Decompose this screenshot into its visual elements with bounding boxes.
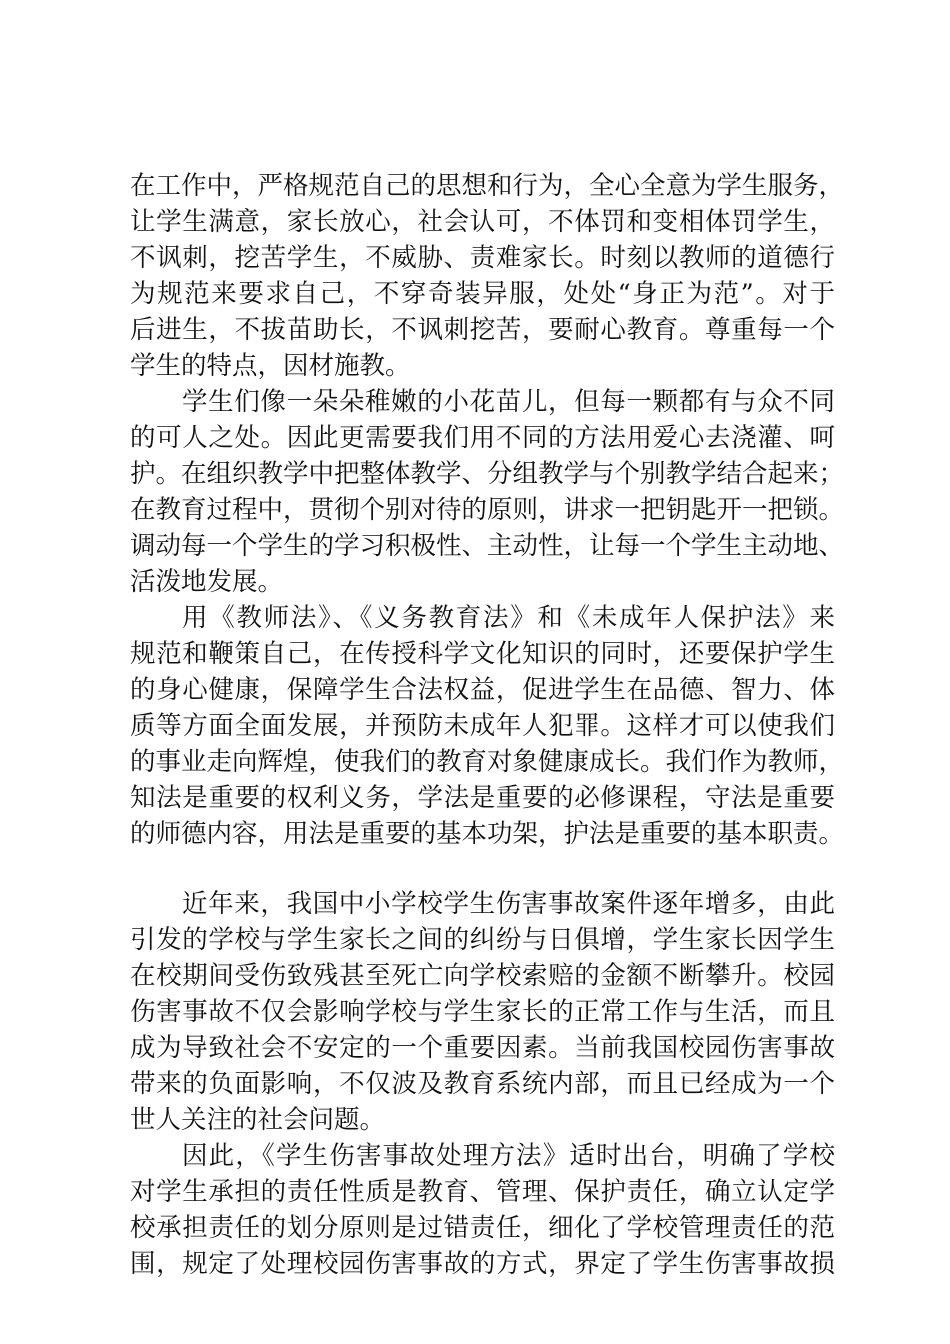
text-line: 校承担责任的划分原则是过错责任，细化了学校管理责任的范 [130, 1213, 835, 1243]
text-line: 为规范来要求自己，不穿奇装异服，处处“身正为范”。对于 [130, 279, 835, 309]
text-line: 的师德内容，用法是重要的基本功架，护法是重要的基本职责。 [130, 819, 845, 849]
text-line: 世人关注的社会问题。 [130, 1105, 386, 1135]
text-line: 带来的负面影响，不仅波及教育系统内部，而且已经成为一个 [130, 1069, 835, 1099]
text-line: 规范和鞭策自己，在传授科学文化知识的同时，还要保护学生 [130, 639, 835, 669]
text-line: 引发的学校与学生家长之间的纠纷与日俱增，学生家长因学生 [130, 925, 835, 955]
text-line: 调动每一个学生的学习积极性、主动性，让每一个学生主动地、 [130, 531, 845, 561]
text-line: 知法是重要的权利义务，学法是重要的必修课程，守法是重要 [130, 783, 835, 813]
text-line: 围，规定了处理校园伤害事故的方式，界定了学生伤害事故损 [130, 1249, 835, 1279]
text-line: 成为导致社会不安定的一个重要因素。当前我国校园伤害事故 [130, 1033, 835, 1063]
text-line: 让学生满意，家长放心，社会认可，不体罚和变相体罚学生， [130, 207, 835, 237]
text-line: 学生们像一朵朵稚嫩的小花苗儿，但每一颗都有与众不同 [182, 387, 835, 417]
text-line: 在校期间受伤致残甚至死亡向学校索赔的金额不断攀升。校园 [130, 961, 835, 991]
text-line: 在教育过程中，贯彻个别对待的原则，讲求一把钥匙开一把锁。 [130, 495, 845, 525]
text-line: 质等方面全面发展，并预防未成年人犯罪。这样才可以使我们 [130, 711, 835, 741]
text-line: 学生的特点，因材施教。 [130, 351, 411, 381]
text-line: 在工作中，严格规范自己的思想和行为，全心全意为学生服务， [130, 171, 845, 201]
text-line: 护。在组织教学中把整体教学、分组教学与个别教学结合起来； [130, 459, 845, 489]
text-line: 用《教师法》、《义务教育法》和《未成年人保护法》来 [182, 603, 835, 633]
text-line: 的事业走向辉煌，使我们的教育对象健康成长。我们作为教师， [130, 747, 845, 777]
text-line: 活泼地发展。 [130, 567, 284, 597]
text-line: 的身心健康，保障学生合法权益，促进学生在品德、智力、体 [130, 675, 835, 705]
text-line: 后进生，不拔苗助长，不讽刺挖苦，要耐心教育。尊重每一个 [130, 315, 835, 345]
text-line: 近年来，我国中小学校学生伤害事故案件逐年增多，由此 [182, 889, 835, 919]
text-line: 伤害事故不仅会影响学校与学生家长的正常工作与生活，而且 [130, 997, 835, 1027]
text-line: 因此，《学生伤害事故处理方法》适时出台，明确了学校 [182, 1141, 835, 1171]
text-line: 不讽刺，挖苦学生，不威胁、责难家长。时刻以教师的道德行 [130, 243, 835, 273]
text-line: 的可人之处。因此更需要我们用不同的方法用爱心去浇灌、呵 [130, 423, 835, 453]
text-line: 对学生承担的责任性质是教育、管理、保护责任，确立认定学 [130, 1177, 835, 1207]
